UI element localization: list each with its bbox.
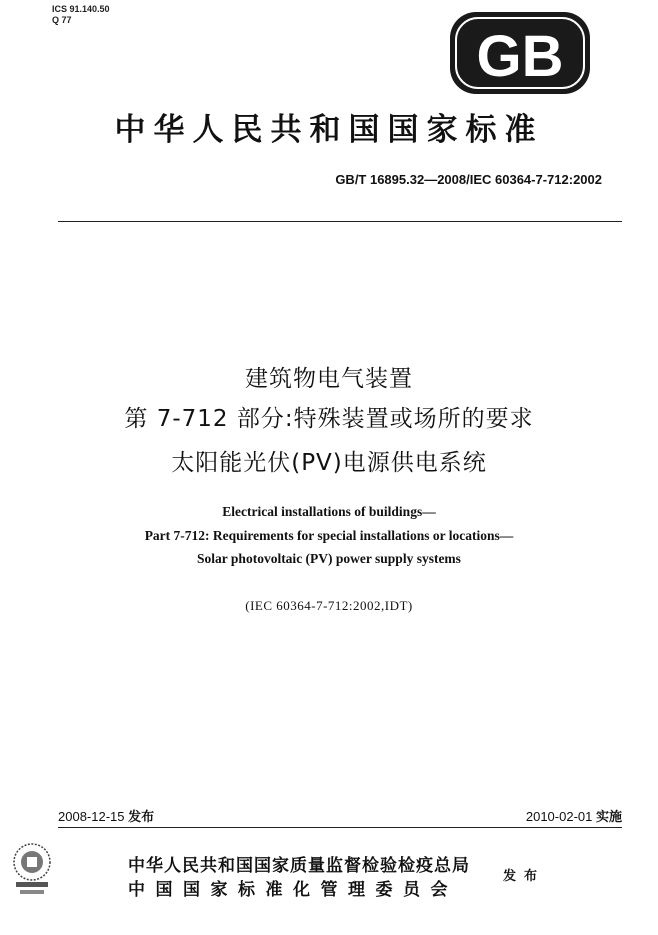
implement-date-label: 实施 — [595, 810, 622, 825]
footer-divider — [58, 827, 622, 828]
publish-date-label: 发布 — [128, 810, 155, 825]
standard-title: 中华人民共和国国家标准 — [114, 112, 544, 148]
title-en-line3: Solar photovoltaic (PV) power supply systems — [197, 551, 461, 566]
iec-reference: (IEC 60364-7-712:2002,IDT) — [245, 598, 413, 613]
ics-code: ICS 91.140.50 — [52, 4, 110, 14]
title-en-line1: Electrical installations of buildings— — [222, 504, 436, 519]
header-divider — [58, 221, 622, 222]
classification-codes — [52, 4, 110, 26]
class-code: Q 77 — [52, 15, 72, 25]
issuer-line1: 中华人民共和国国家质量监督检验检疫总局 — [128, 856, 470, 876]
title-zh-line3: 太阳能光伏(PV)电源供电系统 — [171, 450, 487, 476]
publish-date — [58, 806, 154, 825]
publish-date-value: 2008-12-15 — [58, 809, 125, 824]
title-zh-line2: 第 7-712 部分:特殊装置或场所的要求 — [124, 406, 534, 432]
standard-number: GB/T 16895.32—2008/IEC 60364-7-712:2002 — [335, 172, 602, 187]
implement-date-value: 2010-02-01 — [525, 809, 593, 824]
gb-logo-text: GB — [476, 24, 564, 89]
title-en-line2: Part 7-712: Requirements for special installations or locations— — [144, 528, 514, 543]
issuer-line2: 中国国家标准化管理委员会 — [128, 880, 458, 900]
gb-logo — [450, 12, 590, 94]
anti-counterfeit-seal-icon — [8, 838, 56, 898]
publish-action: 发布 — [503, 869, 546, 884]
implement-date — [526, 806, 622, 825]
title-zh-line1: 建筑物电气装置 — [245, 366, 413, 392]
